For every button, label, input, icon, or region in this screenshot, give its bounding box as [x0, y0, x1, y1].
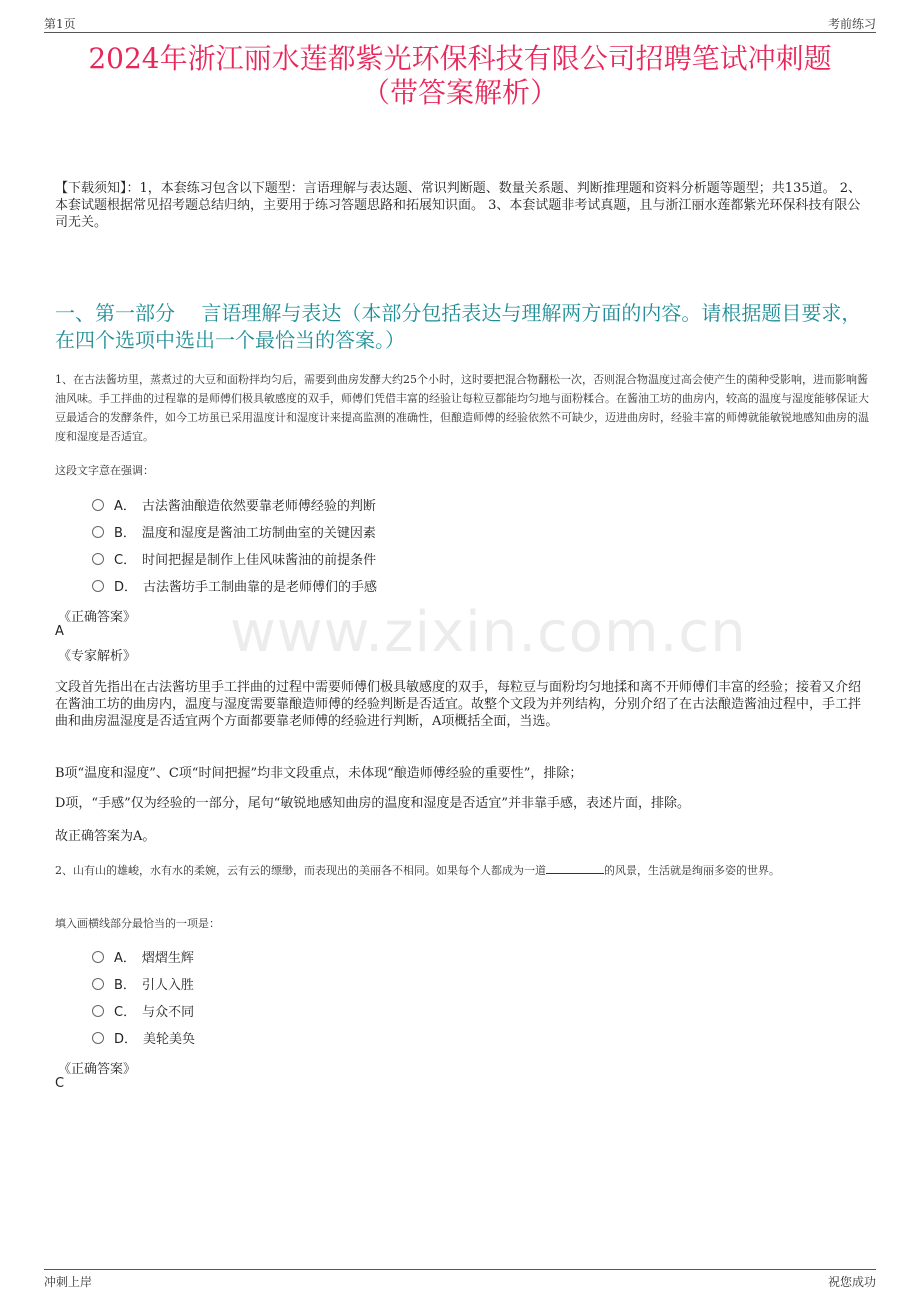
footer-right: 祝您成功: [827, 1275, 876, 1289]
fill-blank: [546, 862, 604, 874]
option-text: 与众不同: [142, 1005, 195, 1020]
question-2-text: [55, 861, 870, 880]
radio-icon[interactable]: [92, 951, 104, 963]
question-1-text: 1、在古法酱坊里，蒸煮过的大豆和面粉拌均匀后，需要到曲房发酵大约25个小时，这时要把混合物翻松一次，否则混合物温度过高会使产生的菌种受影响，进而影响酱油风味。手工拌曲的过程靠的是师傅们极具敏感度的双手，师傅们凭借丰富的经验让每粒豆都能均匀地与面粉糅合。在酱油工坊的曲房内，较高的温度与湿度能够保证大豆最适合的发酵条件，如今工坊虽已采用温度计和湿度计来提高监测的准确性，但酿造师傅的经验依然不可缺少，迈进曲房时，经验丰富的师傅就能敏锐地感知曲房的温度和湿度是否适宜。: [55, 373, 869, 443]
analysis-paragraph: D项，“手感”仅为经验的一部分，尾句“敏锐地感知曲房的温度和湿度是否适宜”并非靠手感，表述片面，排除。: [55, 796, 691, 811]
radio-icon[interactable]: [92, 499, 104, 511]
answer-label: 《正确答案》: [58, 610, 137, 625]
analysis-conclusion: 故正确答案为A。: [55, 829, 156, 844]
title-line-1: 2024年浙江丽水莲都紫光环保科技有限公司招聘笔试冲刺题: [88, 42, 832, 75]
option-letter: C．: [114, 1005, 137, 1020]
option-text: 时间把握是制作上佳风味酱油的前提条件: [142, 553, 377, 568]
option-letter: C．: [114, 553, 137, 568]
radio-icon[interactable]: [92, 553, 104, 565]
option-text: 美轮美奂: [143, 1032, 196, 1047]
question-2-text-before: 2、山有山的雄峻，水有水的柔婉，云有云的缥缈，而表现出的美丽各不相同。如果每个人都成为一道: [55, 864, 546, 877]
option-letter: A．: [114, 951, 136, 966]
option-letter: B．: [114, 978, 136, 993]
radio-icon[interactable]: [92, 580, 104, 592]
page-header: [44, 14, 876, 33]
option-text: 古法酱油酿造依然要靠老师傅经验的判断: [141, 499, 376, 514]
option-c[interactable]: [92, 997, 195, 1024]
answer-value: A: [55, 624, 64, 639]
watermark: www.zixin.com.cn: [230, 600, 747, 665]
footer-left: 冲刺上岸: [44, 1275, 93, 1289]
radio-icon[interactable]: [92, 526, 104, 538]
answer-value: C: [55, 1076, 65, 1091]
option-d[interactable]: [92, 572, 377, 599]
radio-icon[interactable]: [92, 1032, 104, 1044]
question-2-options: [92, 943, 195, 1051]
page-title: [40, 42, 880, 110]
option-text: 引人入胜: [141, 978, 194, 993]
option-letter: B．: [114, 526, 136, 541]
option-b[interactable]: [92, 518, 377, 545]
section-heading: 一、第一部分 言语理解与表达（本部分包括表达与理解两方面的内容。请根据题目要求，在四个选项中选出一个最恰当的答案。）: [55, 301, 862, 352]
page-footer: [44, 1269, 876, 1288]
option-d[interactable]: [92, 1024, 195, 1051]
option-text: 温度和湿度是酱油工坊制曲室的关键因素: [141, 526, 376, 541]
page-number: 第1页: [44, 17, 76, 31]
analysis-paragraph: 文段首先指出在古法酱坊里手工拌曲的过程中需要师傅们极具敏感度的双手，每粒豆与面粉均匀地揉和离不开师傅们丰富的经验；接着又介绍在酱油工坊的曲房内，温度与湿度需要靠酿造师傅的经验判断是否适宜。故整个文段为并列结构，分别介绍了在古法酿造酱油过程中，手工拌曲和曲房温湿度是否适宜两个方面都要靠老师傅的经验进行判断，A项概括全面，当选。: [55, 680, 862, 729]
option-text: 古法酱坊手工制曲靠的是老师傅们的手感: [143, 580, 378, 595]
option-letter: D．: [114, 580, 138, 595]
option-c[interactable]: [92, 545, 377, 572]
analysis-paragraph: B项“温度和湿度”、C项“时间把握”均非文段重点，未体现“酿造师傅经验的重要性”，排除；: [55, 766, 583, 781]
header-label: 考前练习: [827, 17, 876, 31]
question-1-options: [92, 491, 377, 599]
option-letter: D．: [114, 1032, 138, 1047]
question-1-prompt: 这段文字意在强调：: [55, 464, 154, 477]
question-2-prompt: 填入画横线部分最恰当的一项是：: [55, 917, 220, 930]
question-2-text-after: 的风景，生活就是绚丽多姿的世界。: [604, 864, 780, 877]
title-line-2: （带答案解析）: [361, 76, 558, 109]
radio-icon[interactable]: [92, 1005, 104, 1017]
option-letter: A．: [114, 499, 136, 514]
option-text: 熠熠生辉: [141, 951, 194, 966]
option-a[interactable]: [92, 491, 377, 518]
option-b[interactable]: [92, 970, 195, 997]
download-notice: 【下载须知】：1，本套练习包含以下题型：言语理解与表达题、常识判断题、数量关系题、判断推理题和资料分析题等题型；共135道。 2、本套试题根据常见招考题总结归纳，主要用于练习答题思路和拓展知识面。 3、本套试题非考试真题，且与浙江丽水莲都紫光环保科技有限公司无关。: [55, 181, 861, 230]
radio-icon[interactable]: [92, 978, 104, 990]
analysis-label: 《专家解析》: [58, 649, 137, 664]
answer-label: 《正确答案》: [58, 1062, 137, 1077]
option-a[interactable]: [92, 943, 195, 970]
